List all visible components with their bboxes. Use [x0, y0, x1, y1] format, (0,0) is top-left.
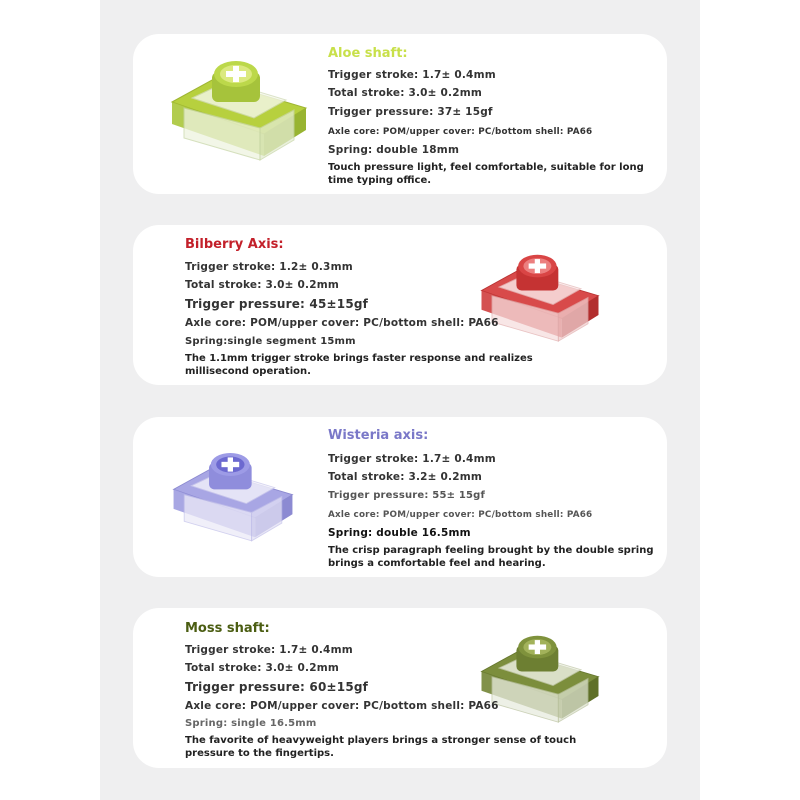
spring-spec: Spring: double 16.5mm — [328, 527, 471, 539]
trigger-pressure: Trigger pressure: 60±15gf — [185, 680, 369, 694]
spring-spec: Spring: single 16.5mm — [185, 718, 317, 729]
switch-description: The favorite of heavyweight players brings a stronger sense of touch pressure to the fingertips. — [185, 735, 577, 759]
switch-description: The 1.1mm trigger stroke brings faster response and realizes millisecond operation. — [185, 353, 533, 377]
trigger-stroke: Trigger stroke: 1.2± 0.3mm — [185, 261, 353, 273]
switch-description: Touch pressure light, feel comfortable, suitable for long time typing office. — [328, 162, 644, 186]
trigger-pressure: Trigger pressure: 45±15gf — [185, 297, 369, 311]
material-spec: Axle core: POM/upper cover: PC/bottom shell: PA66 — [328, 510, 593, 520]
material-spec: Axle core: POM/upper cover: PC/bottom shell: PA66 — [185, 317, 499, 329]
switch-title: Bilberry Axis: — [185, 237, 284, 252]
total-stroke: Total stroke: 3.0± 0.2mm — [185, 279, 340, 291]
material-spec: Axle core: POM/upper cover: PC/bottom shell: PA66 — [185, 700, 499, 712]
trigger-pressure: Trigger pressure: 37± 15gf — [328, 106, 493, 118]
material-spec: Axle core: POM/upper cover: PC/bottom shell: PA66 — [328, 127, 593, 137]
trigger-stroke: Trigger stroke: 1.7± 0.4mm — [185, 644, 353, 656]
total-stroke: Total stroke: 3.0± 0.2mm — [185, 662, 340, 674]
spring-spec: Spring: double 18mm — [328, 144, 460, 156]
spring-spec: Spring:single segment 15mm — [185, 336, 356, 347]
wisteria-switch-icon — [170, 450, 296, 550]
trigger-pressure: Trigger pressure: 55± 15gf — [328, 490, 486, 501]
switch-title: Moss shaft: — [185, 621, 270, 636]
total-stroke: Total stroke: 3.0± 0.2mm — [328, 87, 483, 99]
moss-switch-icon — [478, 633, 602, 731]
switch-description: The crisp paragraph feeling brought by the double spring brings a comfortable feel and hearing. — [328, 545, 654, 569]
switch-title: Wisteria axis: — [328, 428, 429, 443]
trigger-stroke: Trigger stroke: 1.7± 0.4mm — [328, 453, 496, 465]
total-stroke: Total stroke: 3.2± 0.2mm — [328, 471, 483, 483]
aloe-switch-icon — [168, 60, 310, 168]
trigger-stroke: Trigger stroke: 1.7± 0.4mm — [328, 69, 496, 81]
switch-title: Aloe shaft: — [328, 46, 408, 61]
bilberry-switch-icon — [478, 252, 602, 350]
